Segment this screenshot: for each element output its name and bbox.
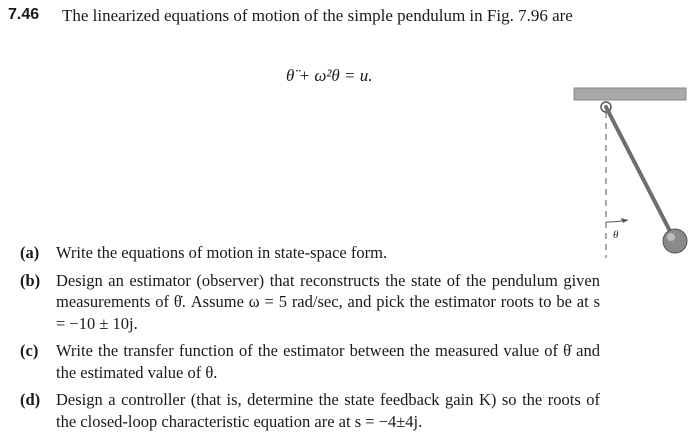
pendulum-bob (663, 229, 687, 253)
angle-label: θ (613, 229, 619, 241)
part-label: (c) (20, 341, 39, 360)
part-text: Design an estimator (observer) that reconstructs the state of the pendulum given measurements of θ̇. Assume ω = 5 rad/sec, and pick the estimator roots to be at s = −10 ± 10j. (56, 270, 600, 333)
part-text: Design a controller (that is, determine the state feedback gain K) so the roots of the closed-loop characteristic equation are at s = −4±4j. (56, 390, 600, 431)
pendulum-bob-highlight (667, 233, 675, 241)
part-text: Write the transfer function of the estimator between the measured value of θ̇ and the estimated value of θ. (56, 341, 600, 382)
pendulum-rod (606, 107, 672, 235)
ceiling-support (574, 88, 686, 100)
part-text: Write the equations of motion in state-space form. (56, 243, 388, 262)
part-c (20, 340, 600, 383)
problem-parts (20, 242, 600, 438)
part-label: (b) (20, 270, 41, 290)
part-label: (a) (20, 243, 40, 262)
part-d (20, 389, 600, 432)
angle-arrowhead (621, 218, 628, 223)
equation-of-motion: θ̈ + ω²θ = u. (286, 66, 373, 85)
part-label: (d) (20, 390, 41, 409)
part-b (20, 270, 600, 335)
problem-number: 7.46 (8, 6, 40, 23)
problem-intro: The linearized equations of motion of the simple pendulum in Fig. 7.96 are (62, 6, 573, 25)
part-a (20, 242, 600, 264)
